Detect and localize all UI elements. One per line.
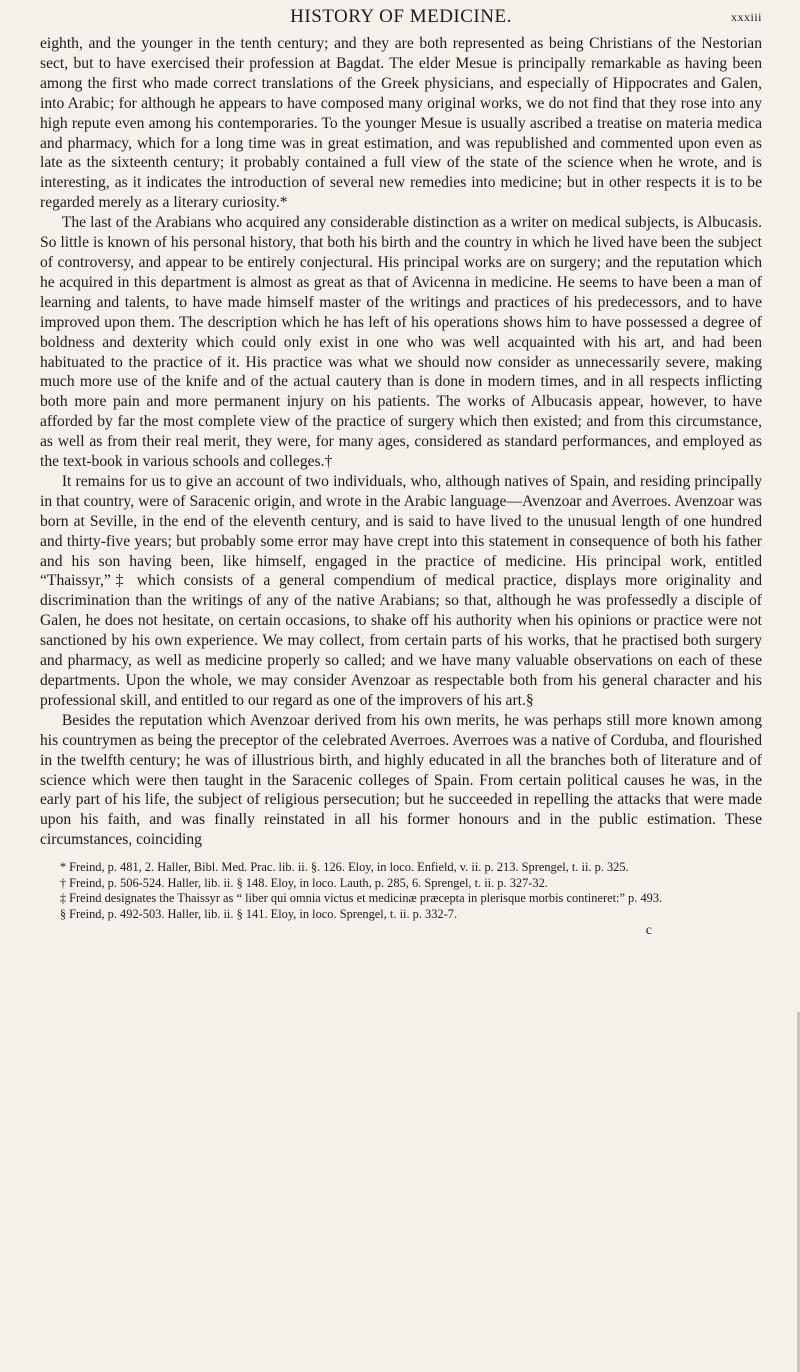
book-page bbox=[0, 2, 800, 1368]
signature-mark: c bbox=[645, 922, 652, 938]
running-title: HISTORY OF MEDICINE. bbox=[290, 6, 512, 27]
body-text bbox=[40, 34, 762, 850]
footnote-2: † Freind, p. 506-524. Haller, lib. ii. § 148. Eloy, in loco. Lauth, p. 285, 6. Sprengel, t. ii. p. 327-32. bbox=[59, 875, 548, 890]
page-number: xxxiii bbox=[730, 10, 762, 24]
footnote-1: * Freind, p. 481, 2. Haller, Bibl. Med. Prac. lib. ii. §. 126. Eloy, in loco. Enfield, v. ii. p. 213. Sprengel, t. ii. p. 325. bbox=[59, 860, 629, 875]
paragraph-albucasis: The last of the Arabians who acquired any considerable distinction as a writer on medical subjects, is Albucasis. So little is known of his personal history, that both his birth and the country in which he lived have been the subject of controversy, and appear to be entirely conjectural. His principal works are on surgery; and the reputation which he acquired in this department is almost as great as that of Avicenna in medicine. He seems to have been a man of learning and talents, to have made himself master of the writings and practices of his predecessors, and to have improved upon them. The description which he has left of his operations shows him to have possessed a degree of boldness and dexterity which could only exist in one who was well acquainted with his art, and had been habituated to the practice of it. His practice was what we should now consider as unnecessarily severe, making much more use of the knife and of the actual cautery than is done in modern times, and in all respects inflicting both more pain and more permanent injury on his patients. The works of Albucasis appear, however, to have afforded by far the most complete view of the practice of surgery which then existed; and from this circumstance, as well as from their real merit, they were, for many ages, considered as standard performances, and employed as the text-book in various schools and colleges.† bbox=[40, 214, 762, 471]
paragraph-averroes: Besides the reputation which Avenzoar derived from his own merits, he was perhaps still more known among his countrymen as being the preceptor of the celebrated Averroes. Averroes was a native of Corduba, and flourished in the twelfth century; he was of illustrious birth, and highly educated in all the branches both of literature and of science which were then taught in the Saracenic colleges of Spain. From certain political causes he was, in the early part of his life, the subject of religious persecution; but he succeeded in repelling the attacks that were made upon his faith, and was finally reinstated in all his former honours and in the public estimation. These circumstances, coinciding bbox=[40, 711, 762, 849]
paragraph-mesue: eighth, and the younger in the tenth century; and they are both represented as being Christians of the Nestorian sect, but to have exercised their profession at Bagdat. The elder Mesue is principally remarkable as having been among the first who made correct translations of the Greek physicians, and especially of Hippocrates and Galen, into Arabic; for although he appears to have composed many original works, we do not find that they rose into any high repute even among his contemporaries. To the younger Mesue is usually ascribed a treatise on materia medica and pharmacy, which for a long time was in great estimation, and was republished and commented upon even as late as the sixteenth century; it probably contained a full view of the state of the science when he wrote, and is interesting, as it indicates the introduction of several new remedies into medicine; but in other respects it is to be regarded merely as a literary curiosity.* bbox=[40, 35, 762, 212]
footnotes bbox=[40, 860, 762, 922]
footnote-3: ‡ Freind designates the Thaissyr as “ liber qui omnia victus et medicinæ præcepta in plerisque morbis contineret:” p. 493. bbox=[59, 891, 663, 906]
running-head bbox=[40, 2, 762, 34]
paragraph-avenzoar: It remains for us to give an account of two individuals, who, although natives of Spain, and residing principally in that country, were of Saracenic origin, and wrote in the Arabic language—Avenzoar and Averroes. Avenzoar was born at Seville, in the end of the eleventh century, and is said to have lived to the unusual length of one hundred and thirty-five years; but probably some error may have crept into this statement in consequence of both his father and his son having been, like himself, engaged in the practice of medicine. His principal work, entitled “Thaissyr,”‡ which consists of a general compendium of medical practice, displays more originality and discrimination than the writings of any of the native Arabians; so that, although he was professedly a disciple of Galen, he does not hesitate, on certain occasions, to shake off his authority when his opinions or practice were not sanctioned by his own experience. We may collect, from certain parts of his works, that he practised both surgery and pharmacy, as well as medicine properly so called; and we have many valuable observations on each of these departments. Upon the whole, we may consider Avenzoar as respectable both from his general character and his professional skill, and entitled to our regard as one of the improvers of his art.§ bbox=[40, 472, 762, 709]
footnote-4: § Freind, p. 492-503. Haller, lib. ii. § 141. Eloy, in loco. Sprengel, t. ii. p. 332-7. bbox=[59, 906, 458, 921]
